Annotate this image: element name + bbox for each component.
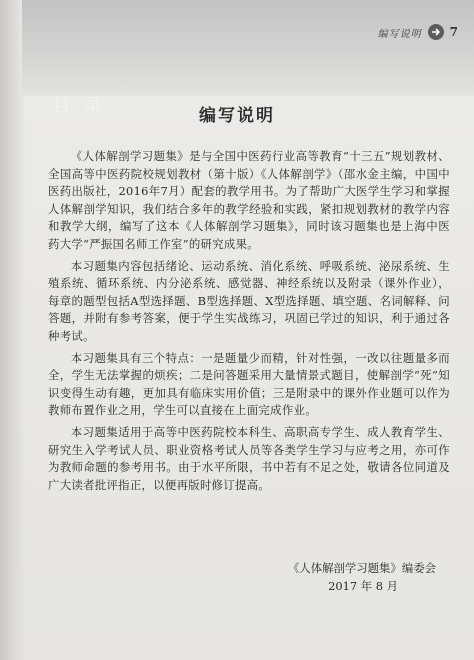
- signature-date: 2017 年 8 月: [328, 578, 398, 593]
- running-title: 编写说明: [377, 28, 422, 40]
- paragraph: 本习题集具有三个特点：一是题量少而精，针对性强，一改以往题量多而全，学生无法掌握的烦疾；二是问答题采用大量情景式题目，使解剖学“死”知识变得生动有趣，更加具有临床实用价值；三是附录中的课外作业题可以作为教师布置作业之用，学生可以直接在上面完成作业。: [48, 350, 450, 418]
- signature-block: [196, 560, 436, 595]
- running-header: [378, 22, 458, 42]
- paragraph: 本习题集内容包括绪论、运动系统、消化系统、呼吸系统、泌尿系统、生殖系统、循环系统、内分泌系统、感觉器、神经系统以及附录（课外作业），每章的题型包括A型选择题、B型选择题、X型选择题、填空题、名词解释、问答题，并附有参考答案，便于学生实战练习，巩固已学过的知识，利于通过各种考试。: [48, 258, 450, 343]
- arrow-right-icon: [428, 24, 444, 40]
- page-number: 7: [449, 25, 458, 39]
- paragraph: 本习题集适用于高等中医药院校本科生、高职高专学生、成人教育学生、研究生入学考试人员、职业资格考试人员等各类学生学习与应考之用，亦可作为教师命题的参考用书。由于水平所限，书中若有不足之处，敬请各位同道及广大读者批评指正，以便再版时修订提高。: [48, 424, 450, 492]
- page-title: 编写说明: [199, 106, 275, 126]
- spine-shadow: [0, 0, 26, 660]
- paragraph: 《人体解剖学习题集》是与全国中医药行业高等教育“十三五”规划教材、全国高等中医药院校规划教材（第十版）《人体解剖学》（邵水金主编，中国中医药出版社，2016年7月）配套的教学用书。为了帮助广大医学生学习和掌握人体解剖学知识，我们结合多年的教学经验和实践，紧扣规划教材的教学内容和教学大纲，编写了这本《人体解剖学习题集》，同时该习题集也是上海中医药大学“严振国名师工作室”的研究成果。: [48, 149, 450, 251]
- body-text: [48, 148, 450, 498]
- ghost-title: 目 录: [52, 96, 106, 117]
- signature-org: 《人体解剖学习题集》编委会: [287, 561, 436, 575]
- header-band: [22, 0, 474, 96]
